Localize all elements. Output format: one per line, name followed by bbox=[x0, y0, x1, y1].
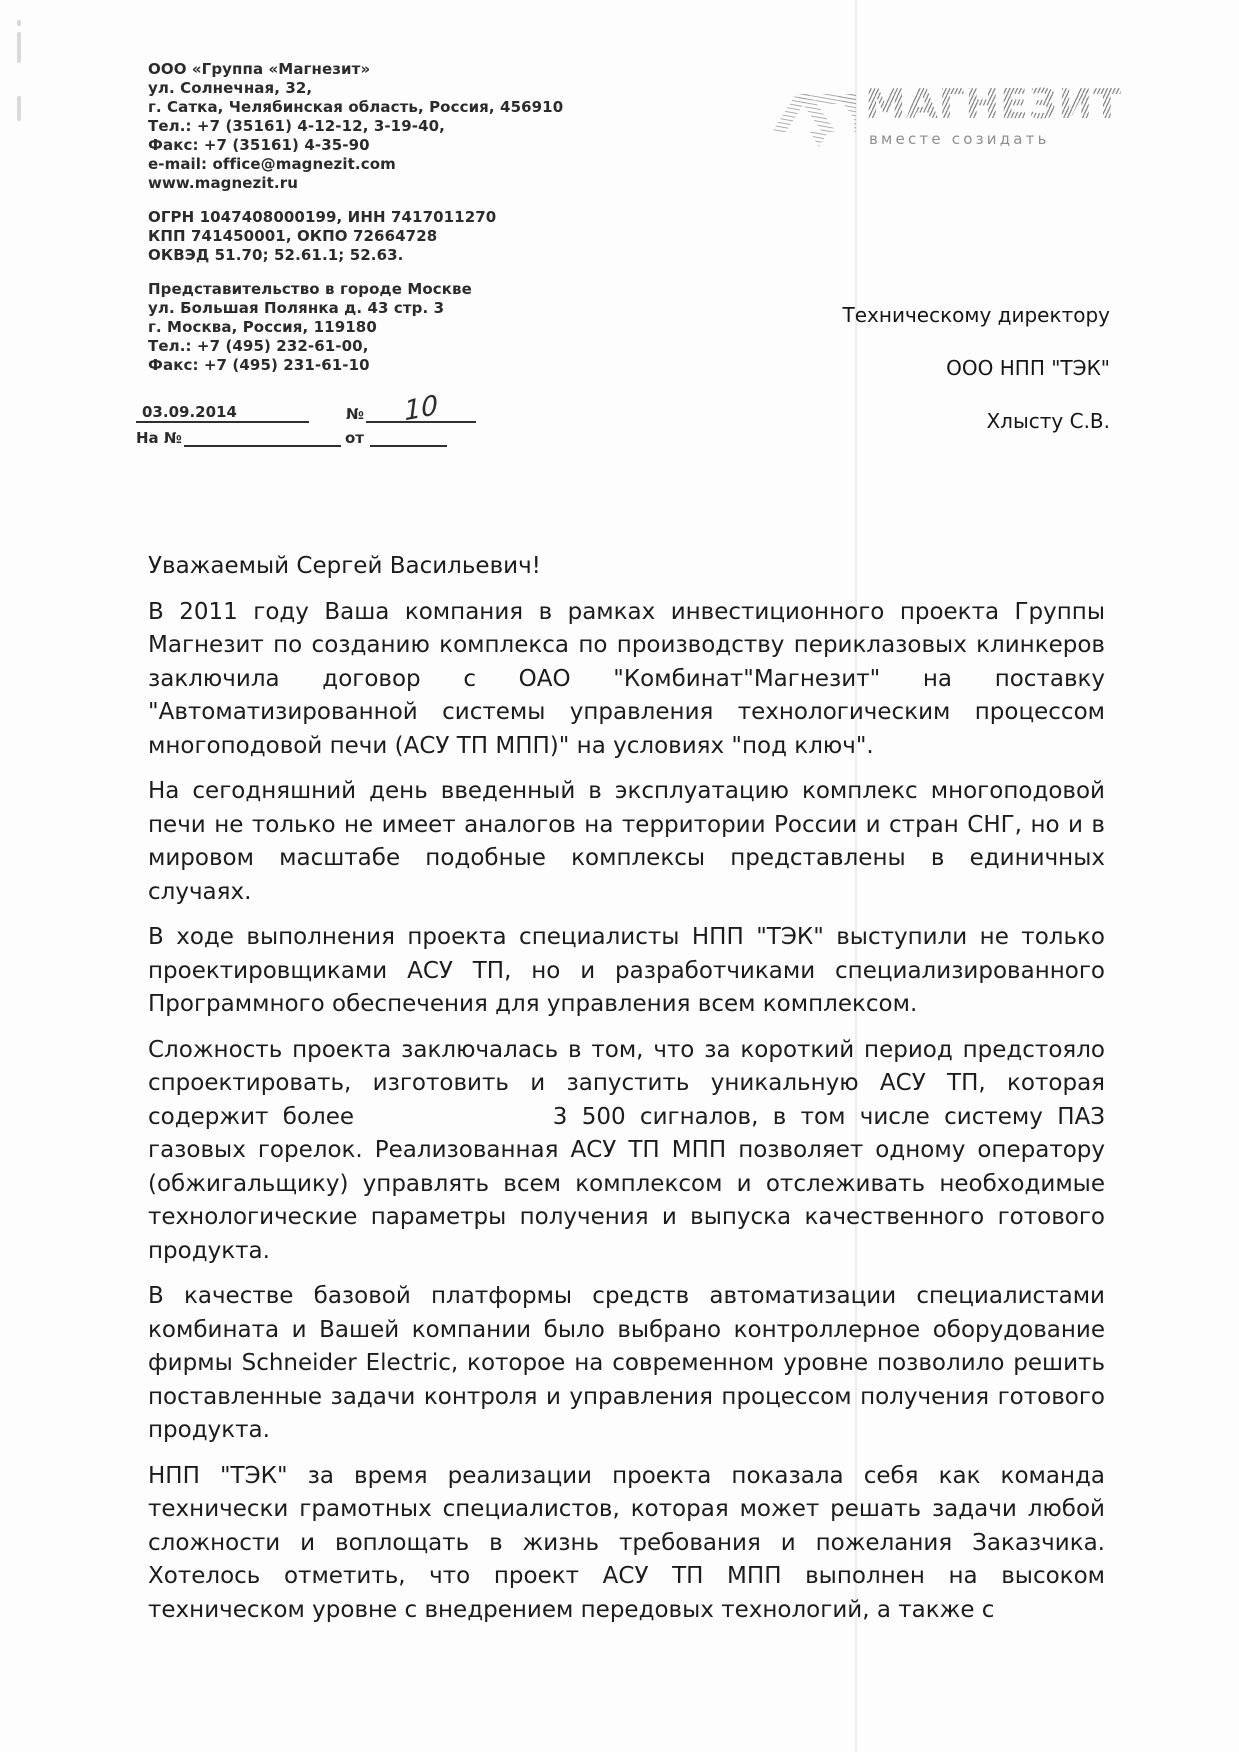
letter-body bbox=[148, 550, 1105, 1627]
paragraph-complexity-part2: 3 500 сигналов, в том числе систему ПАЗ газовых горелок. Реализованная АСУ ТП МПП позволяет одному оператору (обжигальщику) управлять всем комплексом и отслеживать необходимые технологические параметры получения и выпуска качественного готового продукта. bbox=[148, 1103, 1105, 1264]
magnezit-logo-mark-icon bbox=[770, 88, 858, 148]
logo-wordmark: МАГНЕЗИТ bbox=[865, 80, 1122, 128]
salutation: Уважаемый Сергей Васильевич! bbox=[148, 553, 541, 579]
reference-block bbox=[136, 389, 476, 447]
magnezit-logo bbox=[770, 80, 1122, 148]
paragraph-complexity bbox=[148, 1034, 1105, 1269]
scan-edge-mark bbox=[17, 32, 21, 63]
reply-number-label: На № bbox=[136, 429, 182, 447]
letterhead bbox=[148, 60, 563, 375]
company-city: г. Сатка, Челябинская область, Россия, 456910 bbox=[148, 98, 564, 116]
reference-row-outgoing bbox=[136, 389, 476, 428]
logo-tagline: вместе созидать bbox=[869, 130, 1050, 148]
addressee-company: ООО НПП "ТЭК" bbox=[946, 356, 1110, 380]
paragraph-platform: В качестве базовой платформы средств автоматизации специалистами комбината и Вашей компании было выбрано контроллерное оборудование фирмы Schneider Electric, которое на современном уровне позволило решить поставленные задачи контроля и управления процессом получения готового продукта. bbox=[148, 1283, 1105, 1443]
company-email: e-mail: office@magnezit.com bbox=[148, 155, 396, 173]
number-blank-line bbox=[366, 389, 476, 428]
moscow-office-street: ул. Большая Полянка д. 43 стр. 3 bbox=[148, 299, 445, 317]
okved: ОКВЭД 51.70; 52.61.1; 52.63. bbox=[148, 246, 404, 264]
number-label: № bbox=[346, 405, 365, 423]
addressee-block bbox=[843, 303, 1110, 433]
moscow-office-phone: Тел.: +7 (495) 232-61-00, bbox=[148, 337, 369, 355]
scan-edge-mark bbox=[17, 20, 21, 26]
company-fax: Факс: +7 (35161) 4-35-90 bbox=[148, 136, 370, 154]
kpp-okpo: КПП 741450001, ОКПО 72664728 bbox=[148, 227, 438, 245]
reply-date-blank-line bbox=[370, 445, 447, 447]
logo-text-column bbox=[865, 80, 1122, 148]
reference-row-reply bbox=[136, 425, 476, 447]
paragraph-complexity-part1: Сложность проекта заключалась в том, что за короткий период предстояло спроектировать, изготовить и запустить уникальную АСУ ТП, которая содержит более bbox=[148, 1036, 1105, 1130]
addressee-position: Техническому директору bbox=[842, 303, 1110, 327]
moscow-office-fax: Факс: +7 (495) 231-61-10 bbox=[148, 356, 370, 374]
paragraph-uniqueness: На сегодняшний день введенный в эксплуатацию комплекс многоподовой печи не только не имеет аналогов на территории России и стран СНГ, но и в мировом масштабе подобные комплексы представлены в единичных случаях. bbox=[148, 778, 1105, 905]
company-phone: Тел.: +7 (35161) 4-12-12, 3-19-40, bbox=[148, 117, 445, 135]
typed-gap bbox=[368, 1123, 538, 1124]
ogrn-inn: ОГРН 1047408000199, ИНН 7417011270 bbox=[148, 208, 497, 226]
reply-date-label: от bbox=[344, 429, 364, 447]
letterhead-moscow-office bbox=[148, 280, 563, 375]
paragraph-role: В ходе выполнения проекта специалисты НПП "ТЭК" выступили не только проектировщиками АСУ ТП, но и разработчиками специализированного Программного обеспечения для управления всем комплексом. bbox=[148, 924, 1105, 1017]
moscow-office-title: Представительство в городе Москве bbox=[148, 280, 472, 298]
moscow-office-city: г. Москва, Россия, 119180 bbox=[148, 318, 377, 336]
scan-edge-mark bbox=[17, 96, 21, 121]
company-name: ООО «Группа «Магнезит» bbox=[148, 60, 371, 78]
letterhead-contacts bbox=[148, 60, 563, 193]
paragraph-contract: В 2011 году Ваша компания в рамках инвестиционного проекта Группы Магнезит по созданию комплекса по производству периклазовых клинкеров заключила договор с ОАО "Комбинат"Магнезит" на поставку "Автоматизированной системы управления технологическим процессом многоподовой печи (АСУ ТП МПП)" на условиях "под ключ". bbox=[148, 598, 1105, 759]
letter-date: 03.09.2014 bbox=[136, 403, 309, 423]
reply-number-blank-line bbox=[184, 445, 341, 447]
paragraph-team: НПП "ТЭК" за время реализации проекта показала себя как команда технически грамотных специалистов, которая может решать задачи любой сложности и воплощать в жизнь требования и пожелания Заказчика. Хотелось отметить, что проект АСУ ТП МПП выполнен на высоком техническом уровне с внедрением передовых технологий, а также с bbox=[148, 1462, 1105, 1623]
handwritten-letter-number: 10 bbox=[403, 389, 439, 428]
letterhead-registration bbox=[148, 208, 563, 265]
company-street: ул. Солнечная, 32, bbox=[148, 79, 313, 97]
addressee-person: Хлысту С.В. bbox=[986, 409, 1110, 433]
company-website: www.magnezit.ru bbox=[148, 174, 298, 192]
